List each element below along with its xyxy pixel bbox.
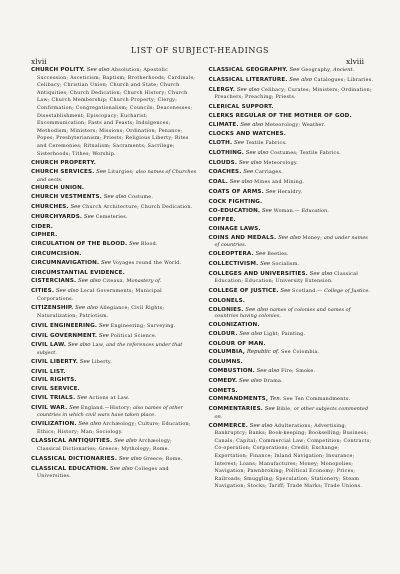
index-entry <box>31 359 197 367</box>
index-entry <box>209 150 375 158</box>
index-entry <box>209 179 375 187</box>
entry-heading: CIPHER. <box>31 232 58 239</box>
entry-after: and the references under that subject. <box>37 342 183 356</box>
entry-see: See also <box>78 278 101 285</box>
entry-after: or other subjects commented on. <box>214 406 369 420</box>
index-entry <box>209 388 375 395</box>
entry-heading: CLASSICAL DICTIONARIES. <box>31 455 118 462</box>
entry-heading: CIRCUMCISION. <box>31 250 82 257</box>
index-entry <box>209 113 375 120</box>
entry-see: See also <box>55 288 79 295</box>
index-columns <box>31 67 374 493</box>
entry-heading: CO-EDUCATION. <box>208 207 261 214</box>
index-entry <box>31 260 197 268</box>
entry-see: See also <box>240 121 264 128</box>
entry-see: See <box>100 259 112 266</box>
entry-see: See <box>261 207 272 214</box>
entry-refs: Archæology; Culture; Education; Ethics; History; Man; Sociology. <box>37 422 191 435</box>
entry-see: See <box>243 169 254 176</box>
entry-see: See also <box>114 438 137 445</box>
entry-refs: Cemeteries. <box>95 214 128 220</box>
entry-see: See <box>77 394 88 401</box>
entry-refs: Church Architecture; Church Dedication. <box>82 205 193 211</box>
index-entry <box>31 333 197 341</box>
entry-see: See also <box>239 330 263 337</box>
entry-refs: Drama. <box>263 378 283 384</box>
index-entry <box>31 160 197 167</box>
entry-after: also names of Churches and sects. <box>37 169 197 183</box>
entry-see: See <box>129 241 140 248</box>
index-entry <box>31 305 197 320</box>
entry-heading: COLUMNS. <box>208 359 243 366</box>
entry-refs: See Ten Commandments. <box>283 397 351 403</box>
entry-heading: COLLEGES AND UNIVERSITIES. <box>208 270 308 277</box>
entry-refs: Colleges and Universities. <box>37 466 169 480</box>
entry-see: See <box>260 261 271 268</box>
entry-heading: COMMANDMENTS, <box>208 396 269 403</box>
index-entry <box>31 456 197 464</box>
entry-heading: COINAGE LAWS. <box>208 226 261 233</box>
entry-heading: CITIES. <box>31 288 55 295</box>
entry-heading: COAL. <box>208 179 228 186</box>
index-entry <box>31 204 197 212</box>
entry-see: See also <box>256 368 280 375</box>
entry-heading: CIVIL RIGHTS. <box>31 377 77 384</box>
index-entry <box>31 377 197 384</box>
entry-refs: Catalogues; Libraries. <box>313 77 374 83</box>
entry-heading: CHURCHYARDS. <box>31 213 83 220</box>
entry-heading: CHURCH VESTMENTS. <box>31 194 102 201</box>
entry-refs: See Colombia. <box>281 350 320 356</box>
entry-see: See <box>289 67 300 73</box>
entry-heading: CLIMATE. <box>208 121 239 128</box>
entry-refs: Political Science. <box>110 333 157 339</box>
entry-refs: Geography, <box>301 68 332 73</box>
entry-heading: CIVIL TRIALS. <box>31 394 76 401</box>
entry-refs: Carriages. <box>255 170 283 176</box>
entry-refs: Local Governments; Municipal Corporations. <box>37 289 162 302</box>
entry-heading: CLOUDS. <box>208 159 238 166</box>
index-entry <box>31 232 197 239</box>
entry-heading: COMMENTARIES. <box>208 406 264 413</box>
entry-heading: CIVIL SERVICE. <box>31 386 80 393</box>
entry-heading: CLERICAL SUPPORT. <box>208 103 274 110</box>
entry-heading: COFFEE. <box>208 217 236 224</box>
entry-heading: CLERGY. <box>208 86 236 93</box>
entry-refs: England.—History; <box>80 405 132 411</box>
entry-refs: Adulterations; Advertising; Bankruptcy; Banks; Book-keeping; Bookselling; Business; Canals; Capital; Commercial Law; Competition; Contracts; Co-operation; Corporations; Credit; Exchange; Exportation; Finance; Inland Navigation; Insurance; Interest; Loans; Manufactures; Money; Monopolies; Navigation; Pawnbroking; Political Economy; Prices; Railroads; Smuggling; Speculation; Stationery; Steam Navigation; Stocks; Tariff; Trade Marks; Trade Unions. <box>214 423 372 490</box>
index-entry <box>209 199 375 206</box>
index-entry <box>209 261 375 269</box>
entry-see: See also <box>78 421 102 428</box>
entry-heading: CIVIL LAW. <box>31 342 67 349</box>
index-entry <box>209 359 375 366</box>
entry-refs: Celibacy; Curates; Ministers; Ordination; Preachers; Preaching; Priests. <box>214 87 372 101</box>
entry-heading: COMETS. <box>208 387 238 394</box>
entry-refs: Greece; Rome. <box>143 456 183 462</box>
entry-after: names of colonies and names of countries having colonies. <box>214 306 351 320</box>
entry-see: See also <box>229 179 253 186</box>
index-entry <box>209 378 375 386</box>
entry-see: See also <box>245 149 269 156</box>
entry-heading: CIDER. <box>31 223 54 230</box>
entry-heading: COACHES. <box>208 169 242 176</box>
entry-see: See <box>264 406 275 413</box>
entry-heading: CIVIL ENGINEERING. <box>31 322 98 329</box>
entry-refs: Costumes; Textile Fabrics. <box>270 150 341 156</box>
index-entry <box>209 298 375 305</box>
entry-refs: Actions at Law. <box>88 395 130 401</box>
page-title: LIST OF SUBJECT-HEADINGS <box>130 46 270 55</box>
index-entry <box>31 438 197 453</box>
index-entry <box>31 224 197 231</box>
entry-see: See also <box>278 234 301 241</box>
entry-heading: COLLEGE OF JUSTICE. <box>208 288 279 295</box>
entry-refs: Beetles. <box>267 252 289 258</box>
index-entry <box>209 140 375 148</box>
entry-see: See <box>79 358 90 365</box>
entry-heading: COLOUR. <box>208 330 238 337</box>
entry-see: See <box>69 404 80 411</box>
entry-refs: Scotland.— <box>292 289 323 295</box>
entry-refs: Law, <box>92 343 105 349</box>
index-entry <box>209 349 375 357</box>
index-entry <box>31 288 197 303</box>
entry-heading: COLOUR OF MAN. <box>208 340 266 347</box>
entry-see: See <box>233 140 245 147</box>
entry-refs: Citeaux, <box>102 279 125 285</box>
index-entry <box>209 331 375 339</box>
entry-heading: COATS OF ARMS. <box>208 188 264 195</box>
entry-see: See <box>96 169 107 176</box>
index-entry <box>209 67 375 75</box>
entry-refs: Archæology; Classical Dictionaries; Greece; Mythology; Rome. <box>37 439 172 452</box>
entry-see: See <box>280 288 291 295</box>
entry-see: See <box>98 332 109 339</box>
entry-heading: COMMERCE. <box>208 422 249 429</box>
entry-see: Ten. <box>269 396 282 403</box>
index-entry <box>209 406 375 420</box>
index-entry <box>209 368 375 376</box>
left-column <box>31 67 197 493</box>
entry-refs: Absolution; Apostolic Succession; Asceticism; Baptism; Brotherhoods; Cardinals; Celibacy; Christian Union; Church and State; Church Antiquities; Church Dedication; Church History; Church Law; Church Membership; Church Property; Clergy; Confirmation; Congregationalism; Councils; Deaconesses; Disestablishment; Episcopacy; Eucharist; Excommunication; Fasts and Feasts; Indulgences; Methodism; Ministers; Missions; Ordination; Penance; Popes; Presbyterianism; Priests; Religious Liberty; Rites and Ceremonies; Ritualism; Sacraments; Sacrilege; Sisterhoods; Tithes; Worship. <box>37 68 196 157</box>
index-entry <box>31 241 197 249</box>
entry-heading: CLASSICAL ANTIQUITIES. <box>31 438 113 445</box>
entry-heading: COMEDY. <box>208 377 238 384</box>
entry-see: See <box>255 251 266 258</box>
page-number-left: xlvii <box>31 57 47 66</box>
entry-heading: CISTERCIANS. <box>31 278 77 285</box>
index-entry <box>31 270 197 277</box>
entry-see: See <box>98 322 109 329</box>
entry-heading: COLONIES. <box>208 306 244 313</box>
entry-see: See <box>83 213 94 220</box>
entry-see: See also <box>67 342 91 349</box>
index-entry <box>31 369 197 376</box>
entry-refs: Allegiance; Civil Rights; Naturalization; Patriotism. <box>37 306 165 320</box>
entry-heading: COLUMBIA, <box>208 349 246 356</box>
entry-heading: CLASSICAL GEOGRAPHY. <box>208 67 288 73</box>
entry-after: College of Justice. <box>324 288 371 295</box>
index-entry <box>209 322 375 329</box>
index-entry <box>209 251 375 259</box>
entry-heading: CIRCUMNAVIGATION. <box>31 259 100 266</box>
entry-heading: CHURCHES. <box>31 204 69 211</box>
index-entry <box>209 288 375 296</box>
index-entry <box>31 386 197 393</box>
entry-heading: CLOTH. <box>208 140 233 147</box>
index-entry <box>31 214 197 222</box>
index-entry <box>209 104 375 111</box>
entry-see: See also <box>110 465 133 472</box>
index-entry <box>209 169 375 177</box>
index-entry <box>209 208 375 216</box>
right-column <box>209 67 375 493</box>
index-entry <box>31 421 197 436</box>
entry-refs: Meteorology; Weather. <box>264 122 326 128</box>
entry-heading: CLASSICAL LITERATURE. <box>208 76 288 83</box>
entry-heading: CITIZENSHIP. <box>31 305 74 312</box>
entry-see: See also <box>289 76 313 83</box>
entry-refs: Costume. <box>128 195 154 201</box>
entry-refs: Heraldry. <box>277 189 303 195</box>
index-entry <box>31 251 197 258</box>
index-entry <box>209 160 375 168</box>
entry-heading: CIRCULATION OF THE BLOOD. <box>31 241 128 248</box>
entry-see: See also <box>103 194 127 201</box>
entry-refs: Socialism. <box>271 262 300 268</box>
entry-heading: COMBUSTION. <box>208 368 255 375</box>
entry-heading: CLOCKS AND WATCHES. <box>208 131 286 138</box>
index-entry <box>31 278 197 286</box>
index-entry <box>209 217 375 224</box>
entry-see: See also <box>249 422 273 429</box>
index-entry <box>209 235 375 249</box>
entry-heading: CHURCH SERVICES. <box>31 169 95 176</box>
entry-see: See <box>70 204 81 211</box>
entry-refs: Liturgies; <box>107 170 134 176</box>
index-entry <box>31 342 197 356</box>
index-entry <box>209 189 375 197</box>
entry-see: Republic of. <box>246 349 280 356</box>
entry-refs: Meteorology. <box>263 160 298 166</box>
entry-heading: COCK FIGHTING. <box>208 198 263 205</box>
entry-heading: CIVIL LIST. <box>31 368 66 375</box>
entry-refs: Liberty. <box>91 359 113 365</box>
entry-refs: Blood. <box>140 242 158 248</box>
index-entry <box>209 131 375 138</box>
index-entry <box>209 271 375 286</box>
entry-heading: COINS AND MEDALS. <box>208 234 277 241</box>
entry-see: See also <box>245 306 269 313</box>
index-entry <box>31 395 197 403</box>
entry-see: See <box>265 188 276 195</box>
entry-heading: CLASSICAL EDUCATION. <box>31 465 109 472</box>
index-entry <box>31 185 197 192</box>
entry-see: See also <box>239 377 262 384</box>
entry-heading: CLOTHING. <box>208 149 245 156</box>
entry-heading: CIVIL WAR. <box>31 404 68 411</box>
entry-see: See also <box>118 455 142 462</box>
entry-refs: Light; Painting. <box>263 331 306 337</box>
entry-see: See also <box>309 270 333 277</box>
page-number-right: xlviii <box>345 57 364 66</box>
entry-refs: Voyages round the World. <box>112 260 182 266</box>
index-entry <box>209 226 375 233</box>
entry-refs: Engineering; Surveying. <box>110 323 176 329</box>
entry-see: See also <box>75 305 98 312</box>
index-entry <box>31 466 197 481</box>
index-entry <box>209 87 375 102</box>
entry-refs: Bible, <box>276 407 293 413</box>
entry-refs: Textile Fabrics. <box>245 141 287 147</box>
index-entry <box>31 405 197 419</box>
index-entry <box>209 396 375 404</box>
entry-refs: Woman.— <box>273 208 300 214</box>
entry-see: See also <box>238 159 262 166</box>
entry-refs: Fire; Smoke. <box>281 369 316 375</box>
entry-heading: CIRCUMSTANTIAL EVIDENCE. <box>31 269 125 276</box>
entry-heading: CIVIL GOVERNMENT. <box>31 332 98 339</box>
entry-heading: CLERKS REGULAR OF THE MOTHER OF GOD. <box>208 112 352 119</box>
index-entry <box>209 341 375 348</box>
entry-heading: CHURCH POLITY. <box>31 67 86 73</box>
entry-after: Ancient. <box>333 67 355 73</box>
entry-heading: COLONELS. <box>208 297 246 304</box>
entry-heading: CHURCH PROPERTY. <box>31 160 96 167</box>
entry-refs: Mines and Mining. <box>254 180 305 186</box>
index-entry <box>209 77 375 85</box>
index-entry <box>31 169 197 183</box>
entry-see: See also <box>86 67 110 73</box>
index-entry <box>31 323 197 331</box>
entry-after: Education. <box>301 207 329 214</box>
index-entry <box>209 423 375 491</box>
entry-after: Monastery of. <box>126 278 162 285</box>
entry-after: and under names of countries. <box>214 234 368 249</box>
entry-heading: CHURCH UNION. <box>31 185 85 192</box>
entry-see: See also <box>236 86 260 93</box>
entry-refs: Classical Education; Education; University Extension. <box>214 271 358 285</box>
index-entry <box>31 194 197 202</box>
index-entry <box>209 307 375 320</box>
entry-heading: CIVILIZATION. <box>31 421 77 428</box>
entry-heading: CIVIL LIBERTY. <box>31 358 79 365</box>
entry-heading: COLEOPTERA. <box>208 251 254 258</box>
entry-after: also names of other countries in which civil wars have taken place. <box>37 404 183 419</box>
entry-heading: COLLECTIVISM. <box>208 261 259 268</box>
index-entry <box>31 67 197 158</box>
entry-heading: COLONIZATION. <box>208 322 260 329</box>
entry-refs: Money; <box>302 235 323 241</box>
index-entry <box>209 122 375 130</box>
